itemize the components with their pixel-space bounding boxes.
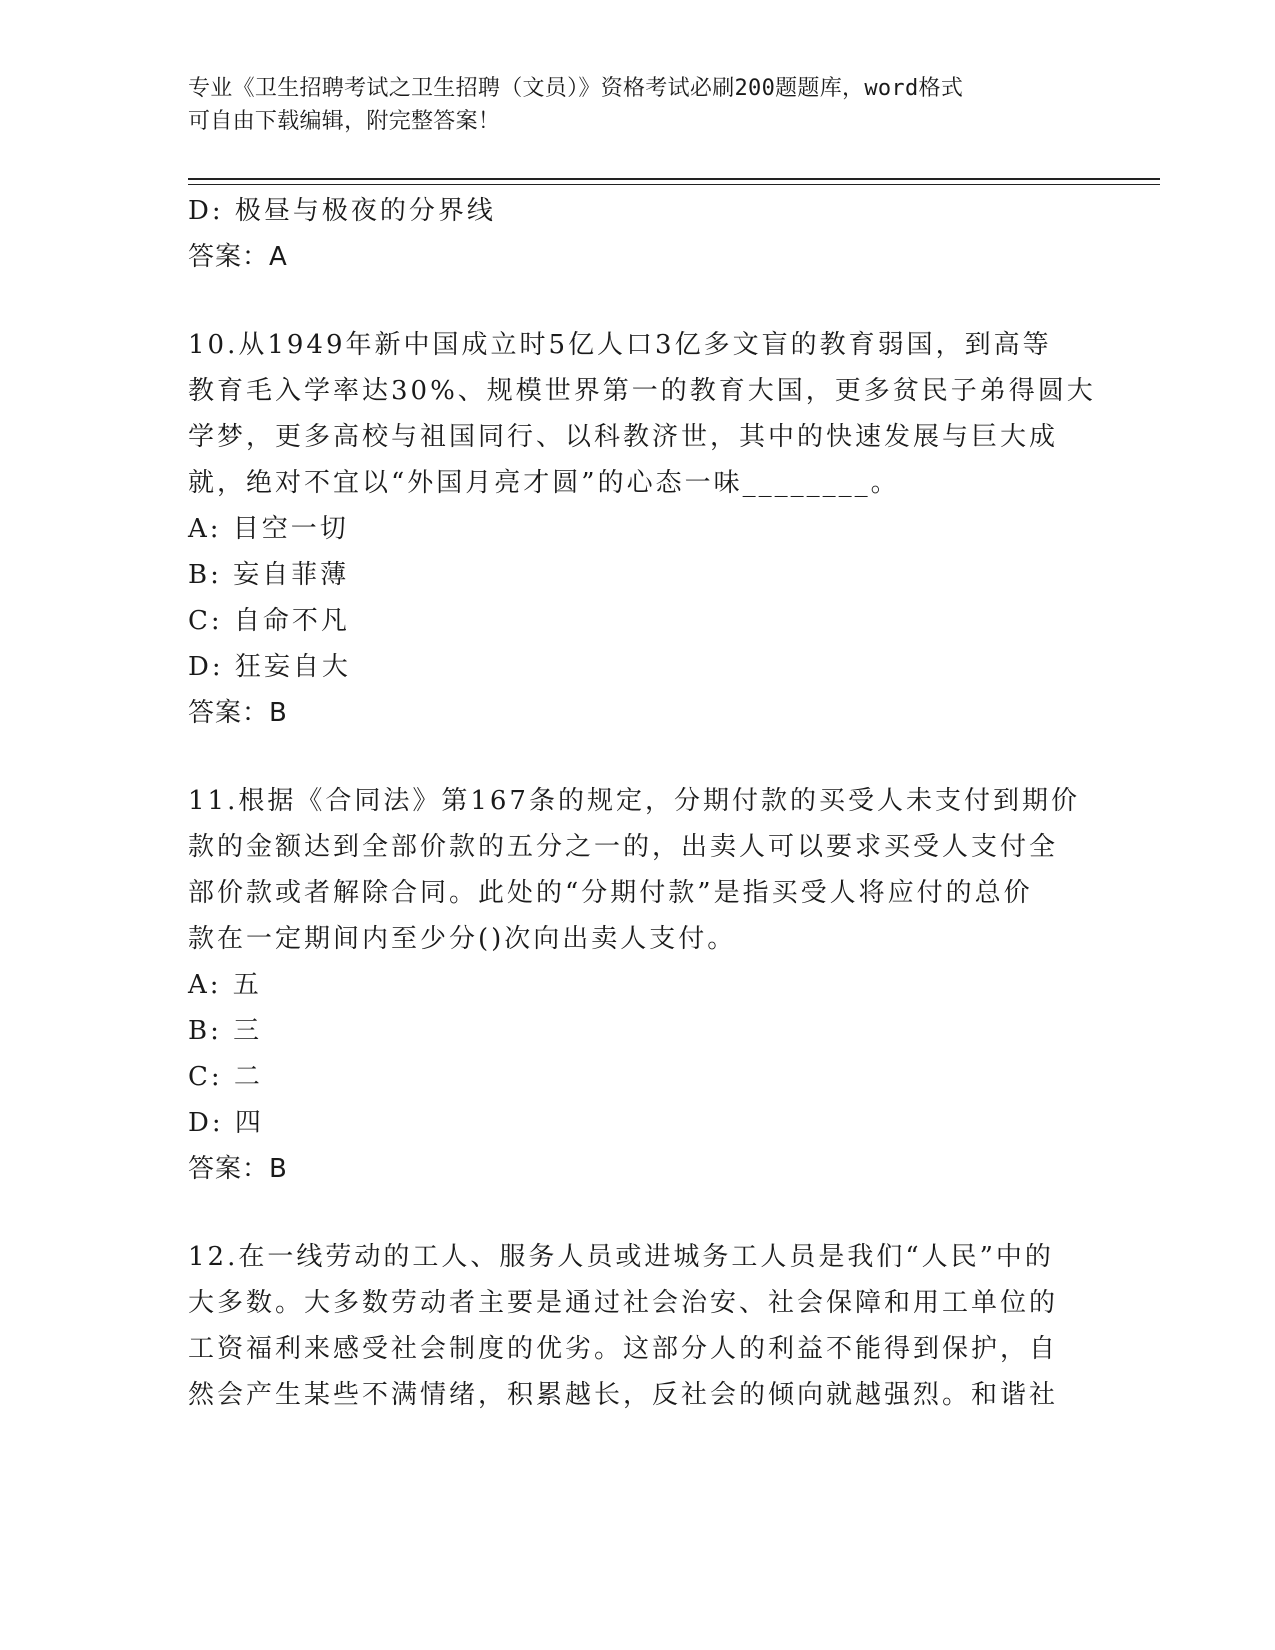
q11-stem-line-1: 11.根据《合同法》第167条的规定，分期付款的买受人未支付到期价 xyxy=(188,786,1080,816)
prev-answer: 答案：A xyxy=(188,242,288,272)
question-10 xyxy=(188,322,1096,736)
prev-option-d: D: 极昼与极夜的分界线 xyxy=(188,196,496,226)
q11-stem-line-3: 部价款或者解除合同。此处的“分期付款”是指买受人将应付的总价 xyxy=(188,878,1033,908)
q10-stem-line-4: 就，绝对不宜以“外国月亮才圆”的心态一味________。 xyxy=(188,468,900,498)
q10-option-d: D: 狂妄自大 xyxy=(188,652,351,682)
q11-option-a: A: 五 xyxy=(188,970,262,1000)
q12-stem-line-1: 12.在一线劳动的工人、服务人员或进城务工人员是我们“人民”中的 xyxy=(188,1242,1054,1272)
q10-option-c: C: 自命不凡 xyxy=(188,606,350,636)
q11-stem-line-4: 款在一定期间内至少分()次向出卖人支付。 xyxy=(188,924,737,954)
q11-stem-line-2: 款的金额达到全部价款的五分之一的，出卖人可以要求买受人支付全 xyxy=(188,832,1059,862)
q10-option-b: B: 妄自菲薄 xyxy=(188,560,350,590)
header-divider-thick xyxy=(188,178,1160,180)
q12-stem-line-2: 大多数。大多数劳动者主要是通过社会治安、社会保障和用工单位的 xyxy=(188,1288,1059,1318)
q10-option-a: A: 目空一切 xyxy=(188,514,349,544)
q11-answer: 答案：B xyxy=(188,1154,288,1184)
q11-option-d: D: 四 xyxy=(188,1108,264,1138)
document-header xyxy=(188,72,1068,138)
header-line-2: 可自由下载编辑，附完整答案！ xyxy=(188,109,501,134)
q10-stem-line-1: 10.从1949年新中国成立时5亿人口3亿多文盲的教育弱国，到高等 xyxy=(188,330,1052,360)
q12-stem-line-4: 然会产生某些不满情绪，积累越长，反社会的倾向就越强烈。和谐社 xyxy=(188,1380,1059,1410)
q10-answer: 答案：B xyxy=(188,698,288,728)
q11-option-c: C: 二 xyxy=(188,1062,263,1092)
question-12 xyxy=(188,1234,1088,1418)
q12-stem-line-3: 工资福利来感受社会制度的优劣。这部分人的利益不能得到保护，自 xyxy=(188,1334,1059,1364)
question-11 xyxy=(188,778,1088,1192)
header-line-1: 专业《卫生招聘考试之卫生招聘（文员）》资格考试必刷200题题库，word格式 xyxy=(188,76,964,101)
q11-option-b: B: 三 xyxy=(188,1016,263,1046)
header-divider-thin xyxy=(188,184,1160,185)
q10-stem-line-3: 学梦，更多高校与祖国同行、以科教济世，其中的快速发展与巨大成 xyxy=(188,422,1059,452)
question-content xyxy=(188,188,1096,1418)
q10-stem-line-2: 教育毛入学率达30%、规模世界第一的教育大国，更多贫民子弟得圆大 xyxy=(188,376,1096,406)
